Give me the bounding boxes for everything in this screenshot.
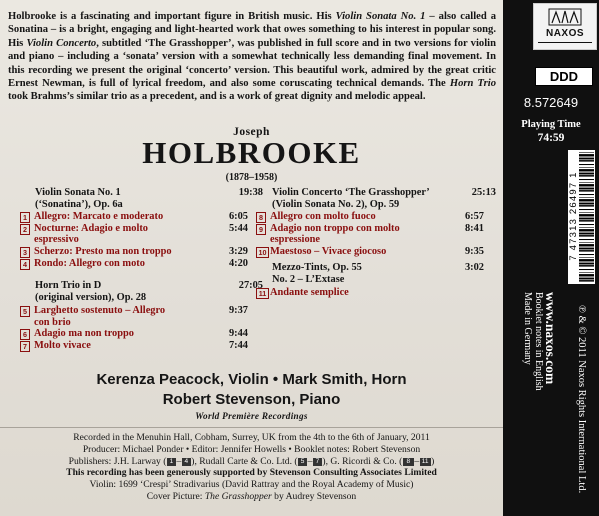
work-title: Horn Trio in D — [35, 280, 102, 291]
composer-dates: (1878–1958) — [225, 172, 278, 183]
track-title: Larghetto sostenuto – Allegro — [34, 305, 166, 316]
track-title: Maestoso – Vivace giocoso — [270, 246, 387, 258]
barcode-bar — [579, 167, 594, 168]
track-number: 5 — [20, 306, 30, 317]
track-row — [20, 211, 248, 223]
barcode-bar — [579, 250, 594, 252]
track-row — [20, 246, 248, 258]
credits — [0, 432, 503, 503]
track-row-continued — [20, 234, 248, 246]
track-duration: 6:57 — [464, 211, 484, 222]
barcode-bar — [579, 164, 594, 165]
barcode-bar — [579, 184, 594, 186]
naxos-label: NAXOS — [545, 28, 585, 39]
track-duration: 9:35 — [464, 246, 484, 258]
barcode-bar — [579, 212, 594, 213]
track-title-continued: espressione — [270, 234, 321, 246]
track-list-sonata — [20, 211, 248, 269]
track-title: Molto vivace — [34, 340, 91, 352]
work-header — [35, 187, 263, 211]
barcode-bar — [579, 203, 594, 205]
track-list-concerto — [256, 211, 484, 258]
track-number: 9 — [256, 224, 266, 235]
track-title: Allegro con molto fuoco — [270, 211, 376, 222]
track-number: 4 — [20, 259, 30, 270]
barcode-bar — [579, 188, 594, 190]
credits-sponsor: This recording has been generously supported by Stevenson Consulting Associates Limited — [66, 467, 437, 479]
track-title: Adagio non troppo con molto — [270, 222, 400, 234]
playing-time-label: Playing Time — [521, 119, 581, 130]
logo-rule — [538, 42, 592, 43]
track-list-mezzo-tints — [256, 287, 484, 299]
track-duration: 3:29 — [228, 246, 248, 258]
track-row — [256, 211, 484, 223]
work-title: Violin Sonata No. 1 — [35, 187, 121, 198]
track-row-continued — [20, 317, 248, 329]
barcode-bar — [579, 179, 594, 180]
barcode-bar — [579, 152, 594, 153]
work-duration: 19:38 — [238, 187, 263, 198]
barcode-bar — [579, 220, 594, 222]
barcode-bar — [579, 235, 594, 237]
ddd-badge: DDD — [535, 67, 593, 86]
track-number: 8 — [256, 212, 266, 223]
track-duration: 8:41 — [464, 222, 484, 234]
track-number: 3 — [20, 247, 30, 258]
work-header — [272, 262, 484, 286]
barcode-bar — [579, 259, 594, 261]
barcode-bar — [579, 218, 594, 220]
barcode-bar — [579, 214, 594, 216]
work-subtitle: (Violin Sonata No. 2), Op. 59 — [272, 198, 400, 210]
work-subtitle: (‘Sonatina’), Op. 6a — [35, 198, 123, 210]
credits-cover: Cover Picture: The Grasshopper by Audrey Stevenson — [146, 490, 357, 502]
track-number: 6 — [20, 329, 30, 340]
playing-time: 74:59 — [537, 132, 565, 144]
track-title: Nocturne: Adagio e molto — [34, 222, 148, 234]
work-subtitle: (original version), Op. 28 — [35, 291, 147, 303]
booklet-notes-info — [522, 292, 544, 391]
barcode-bar — [579, 269, 594, 270]
track-title: Allegro: Marcato e moderato — [34, 211, 164, 222]
composer-last-name: HOLBROOKE — [142, 135, 361, 170]
track-number: 11 — [256, 288, 269, 299]
barcode-bar — [579, 227, 594, 228]
track-duration: 9:37 — [228, 305, 248, 316]
catalog-number: 8.572649 — [523, 95, 579, 110]
track-row — [256, 246, 484, 258]
barcode-bar — [579, 239, 594, 240]
barcode-bar — [579, 199, 594, 201]
barcode-bar — [579, 158, 594, 160]
work-title: Mezzo-Tints, Op. 55 — [272, 262, 362, 273]
track-row — [20, 258, 248, 270]
barcode-bar — [579, 280, 594, 282]
track-row — [20, 328, 248, 340]
barcode-bar — [579, 205, 594, 207]
barcode-bar — [579, 274, 594, 276]
barcode-bar — [579, 254, 594, 255]
work-title: Violin Concerto ‘The Grasshopper’ — [272, 187, 430, 198]
barcode-bar — [579, 209, 594, 210]
track-duration: 7:44 — [228, 340, 248, 352]
barcode-bar — [579, 182, 594, 183]
track-title: Andante semplice — [270, 287, 349, 298]
work-duration: 3:02 — [464, 262, 484, 273]
barcode-bar — [579, 169, 594, 171]
track-duration: 5:44 — [228, 222, 248, 234]
track-row — [20, 223, 248, 235]
booklet-notes-language: Booklet notes in English — [533, 292, 544, 391]
track-row-continued — [256, 234, 484, 246]
naxos-logo — [533, 3, 597, 50]
barcode-bar — [579, 257, 594, 258]
credits-publishers: Publishers: J.H. Larway ( 1 – 4 ), Rudall Carte & Co. Ltd. ( 5 – 7 ), G. Ricordi & Co. ( 8 – 11 ) — [68, 455, 435, 467]
track-number: 10 — [256, 247, 269, 258]
barcode-bar — [579, 272, 594, 273]
performers — [0, 370, 503, 410]
barcode-bar — [579, 175, 594, 177]
premiere-note: World Première Recordings — [195, 411, 308, 421]
divider — [0, 427, 503, 428]
track-title: Rondo: Allegro con moto — [34, 257, 145, 269]
barcode-bar — [579, 278, 594, 280]
track-list-trio — [20, 305, 248, 352]
intro-paragraph: Holbrooke is a fascinating and important figure in British music. His Violin Sonata No. 1 – also called a Sonatina – is a bright, engaging and light-hearted work that owes something to his interest in popular song. His Violin Concerto, subtitled ‘The Grasshopper’, was published in full score and in two versions for violin and piano – including a ‘sonata’ version with a somewhat technically less demanding final movement. In this recording we present the original ‘concerto’ version. This beautiful work, admired by the great critic Ernest Newman, is full of lyrical freedom, and also some coruscating technical demands. The Horn Trio took Brahms’s similar trio as a precedent, and is a work of great dignity and melodic appeal. — [8, 11, 496, 103]
track-duration: 9:44 — [228, 328, 248, 340]
barcode-bar — [579, 194, 594, 195]
track-title-continued: espressivo — [34, 234, 79, 246]
track-title: Scherzo: Presto ma non troppo — [34, 246, 172, 258]
track-title-continued: con brio — [34, 316, 71, 328]
barcode-bar — [579, 160, 594, 162]
work-duration: 27:05 — [238, 280, 263, 291]
barcode-bars — [579, 152, 594, 282]
barcode-bar — [579, 248, 594, 250]
track-row — [256, 287, 484, 299]
barcode-number: 7 47313 26497 1 — [568, 171, 579, 261]
track-number: 1 — [20, 212, 30, 223]
performers-line-1: Kerenza Peacock, Violin • Mark Smith, Horn — [96, 371, 407, 388]
copyright-notice: ℗ & © 2011 Naxos Rights International Ltd. — [576, 305, 587, 494]
barcode-bar — [579, 229, 594, 231]
naxos-website: www.naxos.com — [543, 292, 558, 385]
barcode-bar — [579, 173, 594, 175]
work-header — [35, 280, 263, 304]
barcode-bar — [579, 244, 594, 246]
barcode-bar — [579, 190, 594, 192]
composer-first-name: Joseph — [233, 126, 270, 138]
credits-violin: Violin: 1699 ‘Crespi’ Stradivarius (David Rattray and the Royal Academy of Music) — [89, 479, 414, 491]
barcode-bar — [579, 154, 594, 156]
barcode-bar — [579, 242, 594, 243]
barcode-bar — [579, 197, 594, 198]
naxos-emblem-icon — [548, 8, 582, 26]
credits-recorded: Recorded in the Menuhin Hall, Cobham, Surrey, UK from the 4th to the 6th of January, 2011 — [73, 432, 430, 443]
track-duration: 6:05 — [228, 211, 248, 222]
barcode-bar — [579, 233, 594, 235]
made-in: Made in Germany — [522, 292, 533, 365]
track-duration: 4:20 — [228, 257, 248, 269]
track-row — [20, 340, 248, 352]
barcode-bar — [579, 224, 594, 225]
track-number: 7 — [20, 341, 30, 352]
work-header — [272, 187, 496, 211]
track-title: Adagio ma non troppo — [34, 328, 134, 340]
track-row — [256, 223, 484, 235]
barcode-bar — [579, 263, 594, 265]
work-duration: 25:13 — [471, 187, 496, 198]
performers-line-2: Robert Stevenson, Piano — [162, 391, 341, 408]
work-subtitle: No. 2 – L’Extase — [272, 273, 345, 285]
track-number: 2 — [20, 224, 30, 235]
track-row — [20, 305, 248, 317]
credits-producer: Producer: Michael Ponder • Editor: Jennifer Howells • Booklet notes: Robert Stevenson — [82, 443, 421, 455]
barcode-bar — [579, 265, 594, 267]
